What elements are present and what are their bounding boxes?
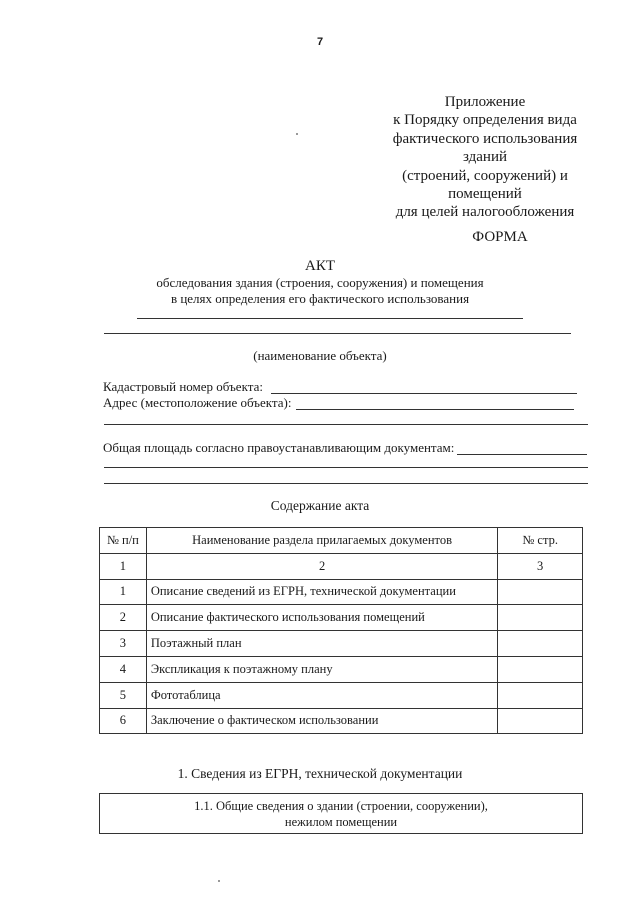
- act-subtitle-line-1: обследования здания (строения, сооружения) и помещения: [156, 275, 484, 290]
- contents-title: Содержание акта: [270, 498, 370, 513]
- row-number: 6: [100, 708, 147, 734]
- table-row: [100, 605, 583, 631]
- row-number: 5: [100, 682, 147, 708]
- row-section-name: Экспликация к поэтажному плану: [146, 656, 497, 682]
- subsection-1-1-line-1: 1.1. Общие сведения о здании (строении, сооружении),: [194, 799, 488, 813]
- area-label: Общая площадь согласно правоустанавливающим документам:: [103, 440, 455, 455]
- scan-speck: [296, 133, 298, 135]
- object-name-caption: (наименование объекта): [253, 348, 387, 363]
- table-row: [100, 579, 583, 605]
- appendix-line: к Порядку определения вида: [393, 112, 577, 129]
- row-page-cell[interactable]: [498, 579, 583, 605]
- appendix-line: для целей налогообложения: [395, 204, 575, 221]
- contents-table: [99, 527, 583, 734]
- area-field-line-2[interactable]: [104, 467, 588, 468]
- address-label: Адрес (местоположение объекта):: [103, 395, 292, 410]
- scan-speck: [218, 880, 220, 882]
- header-page: № стр.: [498, 528, 583, 554]
- object-name-line-2[interactable]: [104, 333, 571, 334]
- header-section-name: Наименование раздела прилагаемых документов: [146, 528, 497, 554]
- row-section-name: Фототаблица: [146, 682, 497, 708]
- appendix-line: помещений: [448, 186, 522, 203]
- address-field-line-2[interactable]: [104, 424, 588, 425]
- table-row: [100, 708, 583, 734]
- appendix-line: фактического использования: [392, 130, 578, 147]
- row-section-name: Описание фактического использования помещений: [146, 605, 497, 631]
- table-row: [100, 656, 583, 682]
- area-field[interactable]: [457, 454, 587, 455]
- area-field-line-3[interactable]: [104, 483, 588, 484]
- appendix-line: зданий: [462, 149, 508, 166]
- act-subtitle: [0, 275, 640, 307]
- appendix-header: [380, 93, 590, 222]
- row-page-cell[interactable]: [498, 605, 583, 631]
- address-field[interactable]: [296, 409, 574, 410]
- act-subtitle-line-2: в целях определения его фактического использования: [170, 291, 470, 306]
- object-name-line-1[interactable]: [137, 318, 523, 319]
- forma-label: ФОРМА: [472, 229, 528, 245]
- column-number: 2: [146, 553, 497, 579]
- subsection-1-1-box: [99, 793, 583, 834]
- section-1-title: 1. Сведения из ЕГРН, технической документации: [177, 766, 463, 781]
- appendix-line: (строений, сооружений) и: [402, 167, 568, 184]
- act-title: АКТ: [305, 258, 335, 274]
- row-page-cell[interactable]: [498, 656, 583, 682]
- row-page-cell[interactable]: [498, 682, 583, 708]
- table-row: [100, 631, 583, 657]
- row-number: 2: [100, 605, 147, 631]
- row-page-cell[interactable]: [498, 708, 583, 734]
- row-section-name: Поэтажный план: [146, 631, 497, 657]
- cadastral-number-label: Кадастровый номер объекта:: [103, 379, 263, 394]
- row-section-name: Заключение о фактическом использовании: [146, 708, 497, 734]
- page-number: 7: [316, 36, 324, 48]
- row-number: 4: [100, 656, 147, 682]
- table-column-numbers-row: [100, 553, 583, 579]
- column-number: 3: [498, 553, 583, 579]
- table-header-row: [100, 528, 583, 554]
- row-number: 1: [100, 579, 147, 605]
- table-row: [100, 682, 583, 708]
- row-number: 3: [100, 631, 147, 657]
- appendix-line: Приложение: [444, 94, 526, 110]
- column-number: 1: [100, 553, 147, 579]
- row-section-name: Описание сведений из ЕГРН, технической документации: [146, 579, 497, 605]
- subsection-1-1-line-2: нежилом помещении: [284, 815, 398, 829]
- row-page-cell[interactable]: [498, 631, 583, 657]
- header-number: № п/п: [100, 528, 147, 554]
- cadastral-number-field[interactable]: [271, 393, 577, 394]
